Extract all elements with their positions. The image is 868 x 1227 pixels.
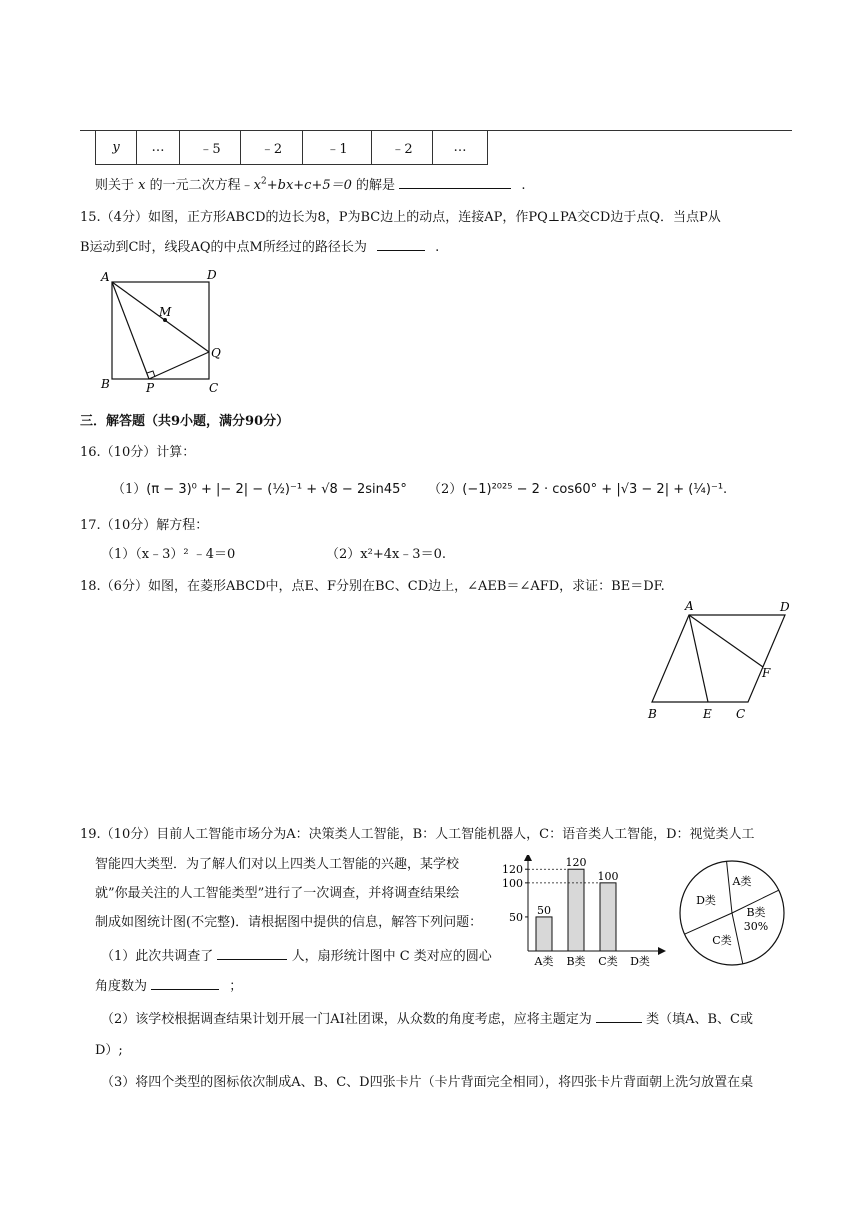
q19-part3: （3）将四个类型的图标依次制成A、B、C、D四张卡片（卡片背面完全相同），将四张卡片背面朝上洗匀放置在桌 [101, 1075, 754, 1090]
q19-line3: 就”你最关注的人工智能类型”进行了一次调查，并将调查结果绘 [95, 886, 460, 901]
q17-part1: （1）（x﹣3）² ﹣4＝0 [101, 547, 236, 562]
x-tick-label: B类 [566, 955, 586, 968]
label-c: C [736, 707, 746, 721]
x-tick-label: C类 [598, 955, 618, 968]
label-d: D [207, 268, 217, 282]
q14-eq: +bx+c+5＝0 [266, 178, 352, 193]
table-cell: ﹣1 [303, 131, 372, 165]
pie-chart [676, 858, 796, 968]
q19-p2-text: （2）该学校根据调查结果计划开展一门AI社团课，从众数的角度考虑，应将主题定为 [101, 1012, 592, 1027]
q16-title: 16.（10分）计算： [80, 445, 196, 460]
table-cell: ﹣2 [372, 131, 433, 165]
table-cell: … [137, 131, 180, 165]
q19-p2-text: 类（填A、B、C或 [646, 1012, 753, 1027]
q16-part2 [428, 478, 727, 497]
answer-blank[interactable] [596, 1010, 642, 1023]
square-abcd [112, 282, 209, 379]
q19-line4: 制成如图统计图(不完整)．请根据图中提供的信息，解答下列问题： [95, 915, 483, 930]
y-axis-arrow [524, 855, 532, 861]
q19-part2-cont: D）; [95, 1043, 123, 1058]
bar [600, 883, 616, 951]
pie-label: A类 [732, 875, 752, 888]
q19-part1-cont [95, 975, 242, 994]
q14-text: 的解是 [356, 178, 396, 193]
bar-chart [500, 855, 670, 975]
label-b: B [101, 377, 110, 391]
bar [568, 869, 584, 951]
data-label: 120 [565, 856, 587, 870]
table-cell: … [433, 131, 488, 165]
q19-p1-text: 人，扇形统计图中 C 类对应的圆心 [291, 949, 492, 964]
label-b: B [648, 707, 657, 721]
q17-part2: （2）x²+4x﹣3＝0. [326, 547, 446, 562]
x-axis-arrow [658, 947, 666, 955]
q19-p1-text: 角度数为 [95, 979, 148, 994]
values-table [95, 131, 488, 165]
x-tick-label: A类 [534, 955, 554, 968]
label-c: C [209, 381, 219, 395]
q14-text: 的一元二次方程﹣ [149, 178, 254, 193]
q14-eq-exp: 2 [261, 176, 267, 187]
answer-blank[interactable] [217, 947, 287, 960]
rhombus-abcd [652, 615, 785, 702]
q14-text: 则关于 [95, 178, 135, 193]
answer-blank[interactable] [151, 977, 219, 990]
q19-p1-end: ； [229, 979, 243, 994]
answer-blank[interactable] [399, 176, 511, 189]
data-label: 100 [597, 869, 619, 883]
label-e: E [703, 707, 712, 721]
rhombus-figure [644, 598, 794, 724]
answer-blank[interactable] [377, 238, 425, 251]
segment-ap [112, 282, 149, 379]
q15-end: . [435, 240, 440, 255]
q19-p1-text: （1）此次共调查了 [101, 949, 214, 964]
square-figure [95, 264, 230, 396]
q15-line1: 15.（4分）如图，正方形ABCD的边长为8，P为BC边上的动点，连接AP，作PQ⊥PA交CD边于点Q．当点P从 [80, 210, 721, 225]
segment-ae [689, 615, 708, 702]
x-tick-label: D类 [630, 955, 650, 968]
pie-label: C类 [712, 934, 732, 947]
q16-p1-label: （1） [112, 482, 147, 497]
q14-var: x [138, 178, 146, 193]
pie-percent-label: 30% [743, 920, 769, 933]
q19-line1: 19.（10分）目前人工智能市场分为A：决策类人工智能，B：人工智能机器人，C：语音类人工智能，D：视觉类人工 [80, 827, 755, 842]
pie-label: B类 [746, 906, 766, 919]
label-f: F [762, 666, 771, 680]
q16-p1-expr: (π − 3)⁰ + |− 2| − (½)⁻¹ + √8 − 2sin45° [146, 482, 407, 497]
table-cell: ﹣2 [241, 131, 303, 165]
q15-text: B运动到C时，线段AQ的中点M所经过的路径长为 [80, 240, 367, 255]
table-cell-label: y [96, 131, 137, 165]
q17-title: 17.（10分）解方程： [80, 518, 209, 533]
q14-eq: x [253, 178, 261, 193]
section-heading: 三．解答题（共9小题，满分90分） [80, 414, 290, 429]
segment-af [689, 615, 763, 667]
data-label: 50 [537, 903, 551, 917]
table-cell: ﹣5 [180, 131, 241, 165]
segment-pq [149, 352, 209, 379]
label-d: D [780, 600, 790, 614]
bar [536, 917, 552, 951]
q14-continuation [95, 174, 525, 193]
label-a: A [101, 270, 110, 284]
pie-label: D类 [696, 894, 716, 907]
y-tick-label: 100 [502, 876, 523, 890]
label-a: A [685, 599, 694, 613]
table-row [96, 131, 488, 165]
q18-text: 18.（6分）如图，在菱形ABCD中，点E、F分别在BC、CD边上，∠AEB＝∠AFD，求证：BE＝DF. [80, 579, 665, 594]
label-q: Q [211, 346, 221, 360]
label-p: P [146, 381, 155, 395]
q16-p2-expr: (−1)²⁰²⁵ − 2 · cos60° + |√3 − 2| + (¼)⁻¹. [462, 482, 728, 497]
y-tick-label: 50 [509, 910, 523, 924]
q19-line2: 智能四大类型．为了解人们对以上四类人工智能的兴趣，某学校 [95, 857, 460, 872]
label-m: M [159, 305, 172, 319]
q19-part2 [101, 1008, 753, 1027]
q16-p2-label: （2） [428, 482, 463, 497]
q16-part1 [112, 478, 407, 497]
q15-line2 [80, 236, 439, 255]
y-tick-label: 120 [502, 863, 523, 877]
q19-part1 [101, 945, 492, 964]
q14-end: . [521, 178, 526, 193]
